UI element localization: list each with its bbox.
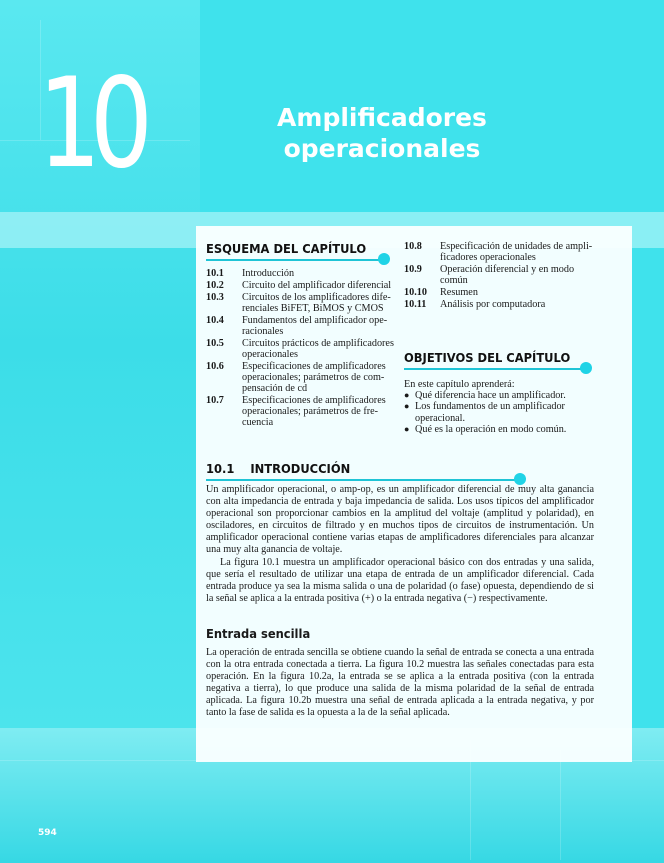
chapter-number: 10: [38, 52, 142, 196]
outline-item: 10.3 Circuitos de los amplificadores diferenciales BiFET, BiMOS y CMOS: [206, 291, 391, 314]
outline-item: 10.8 Especificación de unidades de amplificadores operacionales: [404, 241, 593, 264]
paragraph: La operación de entrada sencilla se obtiene cuando la señal de entrada se conecta a una entrada con la otra entrada conectada a tierra. La figura 10.2 muestra las señales conectadas para esta operación. En la figura 10.2a, la entrada se se aplica a la entrada positiva (con la entrada negativa a tierra), lo que produce una salida de la misma polaridad de la señal de entrada aplicada. La figura 10.2b muestra una señal de entrada aplicada a la entrada negativa, y por tanto la fase de salida es la opuesta a la de la señal aplicada.: [206, 647, 594, 719]
bullet-icon: ●: [404, 390, 410, 401]
section-number: 10.1: [206, 461, 235, 476]
outline-dot: [378, 253, 390, 265]
objective-item: ● Los fundamentos de un amplificador operacional.: [404, 401, 565, 424]
section-rule: [206, 479, 518, 481]
objective-item: ● Qué es la operación en modo común.: [404, 423, 567, 435]
outline-item: 10.7 Especificaciones de amplificadores operacionales; parámetros de frecuencia: [206, 394, 386, 429]
objectives-rule: [404, 368, 584, 370]
objectives-heading: OBJETIVOS DEL CAPÍTULO: [404, 350, 571, 365]
subsection-body: [206, 647, 594, 720]
section-title: INTRODUCCIÓN: [250, 461, 351, 476]
outline-rule: [206, 259, 382, 261]
outline-item: 10.11 Análisis por computadora: [404, 298, 546, 310]
objective-item: ● Qué diferencia hace un amplificador.: [404, 390, 566, 402]
outline-item: 10.10 Resumen: [404, 287, 478, 298]
subsection-heading: Entrada sencilla: [206, 626, 311, 641]
circuit-trace: [560, 750, 561, 860]
paragraph: La figura 10.1 muestra un amplificador operacional básico con dos entradas y una salida, que sería el resultado de utilizar una etapa de entrada de un amplificador diferencial. Cada entrada produce ya sea la misma salida o una de polaridad (o fase) opuesta, dependiendo de si la señal se aplica a la entrada positiva (+) o la entrada negativa (−) respectivamente.: [206, 556, 594, 604]
section-heading: [206, 461, 350, 476]
chapter-title-line1: Amplificadores: [277, 103, 487, 132]
outline-item: 10.9 Operación diferencial y en modo común: [404, 264, 575, 287]
outline-heading: ESQUEMA DEL CAPÍTULO: [206, 241, 367, 256]
outline-item: 10.6 Especificaciones de amplificadores operacionales; parámetros de compensación de cd: [206, 360, 386, 394]
paragraph: Un amplificador operacional, o amp-op, es un amplificador diferencial de muy alta ganancia con alta impedancia de entrada y baja impedancia de salida. Los usos típicos del amplificador operacional son proporcionar cambios en la amplitud del voltaje (amplitud y polaridad), en osciladores, en circuitos de filtrado y en muchos tipos de circuitos de instrumentación. Un amplificador operacional contiene varias etapas de amplificadores diferenciales para alcanzar una muy alta ganancia de voltaje.: [206, 484, 594, 556]
chapter-title-line2: operacionales: [283, 134, 481, 163]
outline-item: 10.2 Circuito del amplificador diferencial: [206, 279, 392, 291]
section-body: [206, 484, 594, 605]
page-number: 594: [38, 828, 57, 838]
outline-item: 10.1 Introducción: [206, 268, 295, 279]
objectives-intro: En este capítulo aprenderá:: [404, 379, 515, 390]
bullet-icon: ●: [404, 401, 410, 412]
chapter-title: [232, 102, 532, 164]
objectives-dot: [580, 362, 592, 374]
bullet-icon: ●: [404, 423, 410, 434]
outline-list-left: [206, 268, 396, 428]
outline-item: 10.5 Circuitos prácticos de amplificadores operacionales: [206, 337, 394, 360]
outline-item: 10.4 Fundamentos del amplificador operacionales: [206, 314, 388, 337]
outline-list-right: [404, 241, 594, 310]
objectives-list: [404, 379, 600, 435]
